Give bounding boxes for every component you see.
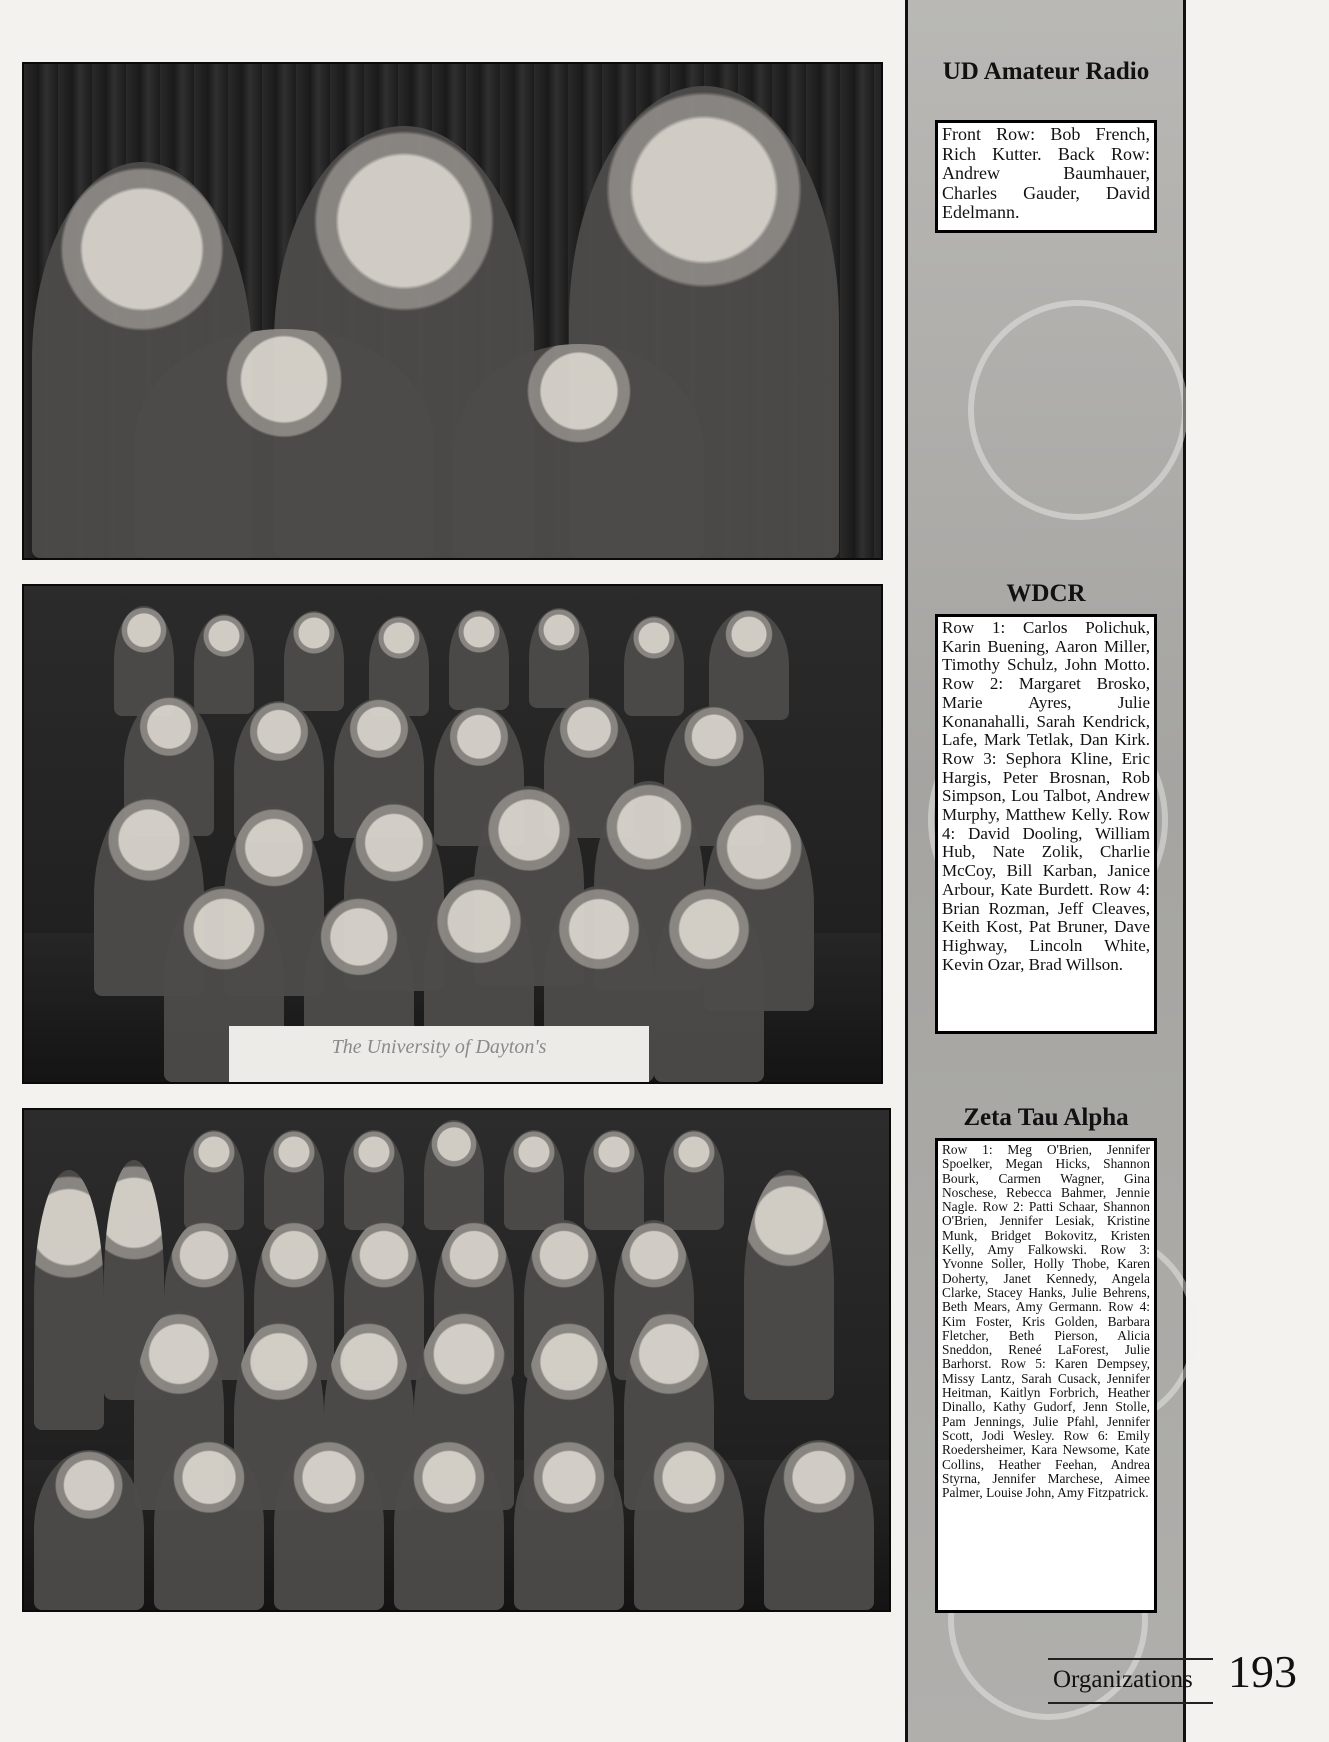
section-title-amateur-radio: UD Amateur Radio [942, 58, 1150, 85]
caption-zeta-tau-alpha: Row 1: Meg O'Brien, Jennifer Spoelker, Megan Hicks, Shannon Bourk, Carmen Wagner, Gina Noschese, Rebecca Bahmer, Jennie Nagle. Row 2: Patti Schaar, Shannon O'Brien, Jennifer Lesiak, Kristine Munk, Bridget Bokovitz, Kristen Kelly, Amy Falkowski. Row 3: Yvonne Soller, Holly Thobe, Karen Doherty, Janet Kennedy, Angela Clarke, Stacey Hanks, Julie Behrens, Beth Mears, Amy Germann. Row 4: Kim Foster, Kris Golden, Barbara Fletcher, Beth Pierson, Alicia Sneddon, Reneé LaForest, Julie Barhorst. Row 5: Karen Dempsey, Missy Lantz, Sarah Cusack, Jennifer Heitman, Kaitlyn Forbrich, Heather Dinallo, Kathy Gudorf, Jenn Stolle, Pam Jennings, Julie Pfahl, Jennifer Scott, Jodi Wesley. Row 6: Emily Roedersheimer, Kara Newsome, Kate Collins, Heather Feehan, Andrea Styrna, Jennifer Marchese, Aimee Palmer, Louise John, Amy Fitzpatrick. [935, 1138, 1157, 1613]
wdcr-photo [22, 584, 883, 1084]
person-figure [264, 1130, 324, 1230]
person-figure [664, 1130, 724, 1230]
person-figure [529, 608, 589, 708]
footer-section-label: Organizations [1053, 1666, 1193, 1693]
person-figure [154, 1440, 264, 1610]
person-figure [284, 611, 344, 711]
person-figure [34, 1170, 104, 1430]
caption-amateur-radio: Front Row: Bob French, Rich Kutter. Back Row: Andrew Baumhauer, Charles Gauder, David Edelmann. [935, 120, 1157, 233]
amateur-radio-photo [22, 62, 883, 560]
person-figure [344, 1130, 404, 1230]
person-figure [454, 344, 704, 558]
person-figure [394, 1440, 504, 1610]
person-figure [514, 1440, 624, 1610]
person-figure [709, 610, 789, 720]
person-figure [134, 329, 434, 558]
zeta-tau-alpha-photo [22, 1108, 891, 1612]
page-number: 193 [1228, 1646, 1297, 1697]
person-figure [449, 610, 509, 710]
person-figure [424, 1120, 484, 1230]
person-figure [584, 1130, 644, 1230]
person-figure [34, 1450, 144, 1610]
person-figure [504, 1130, 564, 1230]
footer-rule-top [1048, 1658, 1213, 1660]
person-figure [634, 1440, 744, 1610]
university-banner: The University of Dayton's [229, 1026, 649, 1082]
person-figure [624, 616, 684, 716]
person-figure [744, 1170, 834, 1400]
section-title-wdcr: WDCR [1006, 580, 1086, 607]
caption-wdcr: Row 1: Carlos Polichuk, Karin Buening, Aaron Miller, Timothy Schulz, John Motto. Row 2: Margaret Brosko, Marie Ayres, Julie Konanahalli, Sarah Kendrick, Lafe, Mark Tetlak, Dan Kirk. Row 3: Sephora Kline, Eric Hargis, Peter Brosnan, Rob Simpson, Lou Talbot, Andrew Murphy, Matthew Kelly. Row 4: David Dooling, William Hub, Nate Zolik, Charlie McCoy, Bill Karban, Janice Arbour, Kate Burdett. Row 4: Brian Rozman, Jeff Cleaves, Keith Kost, Pat Bruner, Dave Highway, Lincoln White, Kevin Ozar, Brad Willson. [935, 614, 1157, 1034]
person-figure [274, 1440, 384, 1610]
pocket-watch-graphic [968, 300, 1188, 520]
footer-rule-bottom [1048, 1702, 1213, 1704]
section-title-zeta-tau-alpha: Zeta Tau Alpha [963, 1104, 1129, 1131]
person-figure [194, 614, 254, 714]
person-figure [764, 1440, 874, 1610]
person-figure [654, 886, 764, 1082]
person-figure [184, 1130, 244, 1230]
